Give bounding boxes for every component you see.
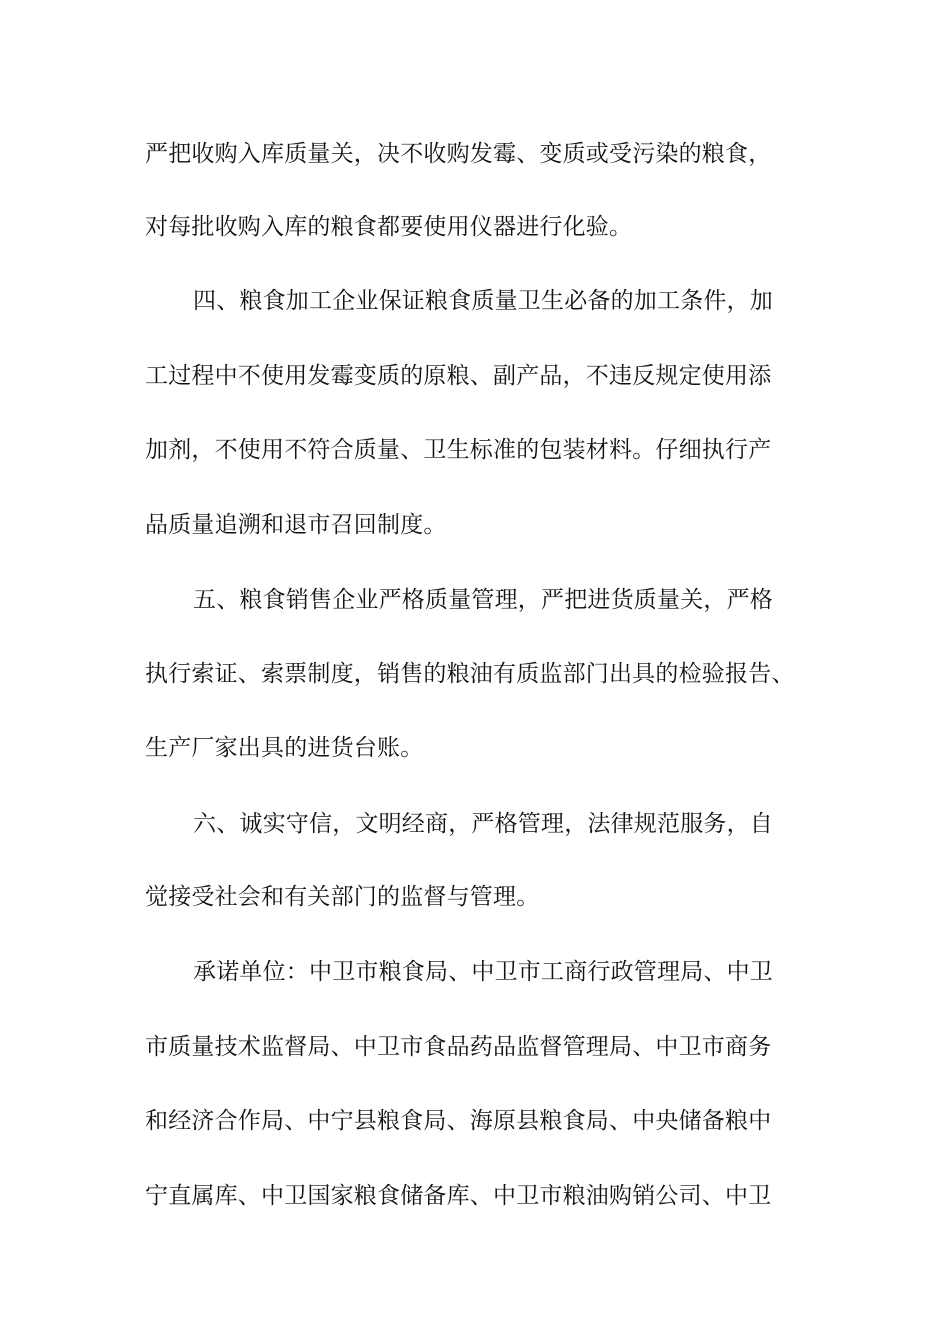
text-line: 执行索证、索票制度，销售的粮油有质监部门出具的检验报告、 [145,661,795,687]
text-line: 宁直属库、中卫国家粮食储备库、中卫市粮油购销公司、中卫 [145,1183,772,1209]
text-line: 和经济合作局、中宁县粮食局、海原县粮食局、中央储备粮中 [145,1108,772,1134]
paragraph-start-line: 五、粮食销售企业严格质量管理，严把进货质量关，严格 [193,587,773,613]
paragraph-start-line: 承诺单位：中卫市粮食局、中卫市工商行政管理局、中卫 [193,959,773,985]
paragraph-start-line: 六、诚实守信，文明经商，严格管理，法律规范服务，自 [193,811,773,837]
text-line: 觉接受社会和有关部门的监督与管理。 [145,884,540,910]
text-line: 严把收购入库质量关，决不收购发霉、变质或受污染的粮食， [145,141,772,167]
text-line: 对每批收购入库的粮食都要使用仪器进行化验。 [145,214,633,240]
text-line: 市质量技术监督局、中卫市食品药品监督管理局、中卫市商务 [145,1034,772,1060]
text-line: 品质量追溯和退市召回制度。 [145,512,447,538]
text-line: 加剂，不使用不符合质量、卫生标准的包装材料。仔细执行产 [145,437,772,463]
text-line: 生产厂家出具的进货台账。 [145,735,424,761]
text-line: 工过程中不使用发霉变质的原粮、副产品，不违反规定使用添 [145,363,772,389]
paragraph-start-line: 四、粮食加工企业保证粮食质量卫生必备的加工条件，加 [193,288,773,314]
